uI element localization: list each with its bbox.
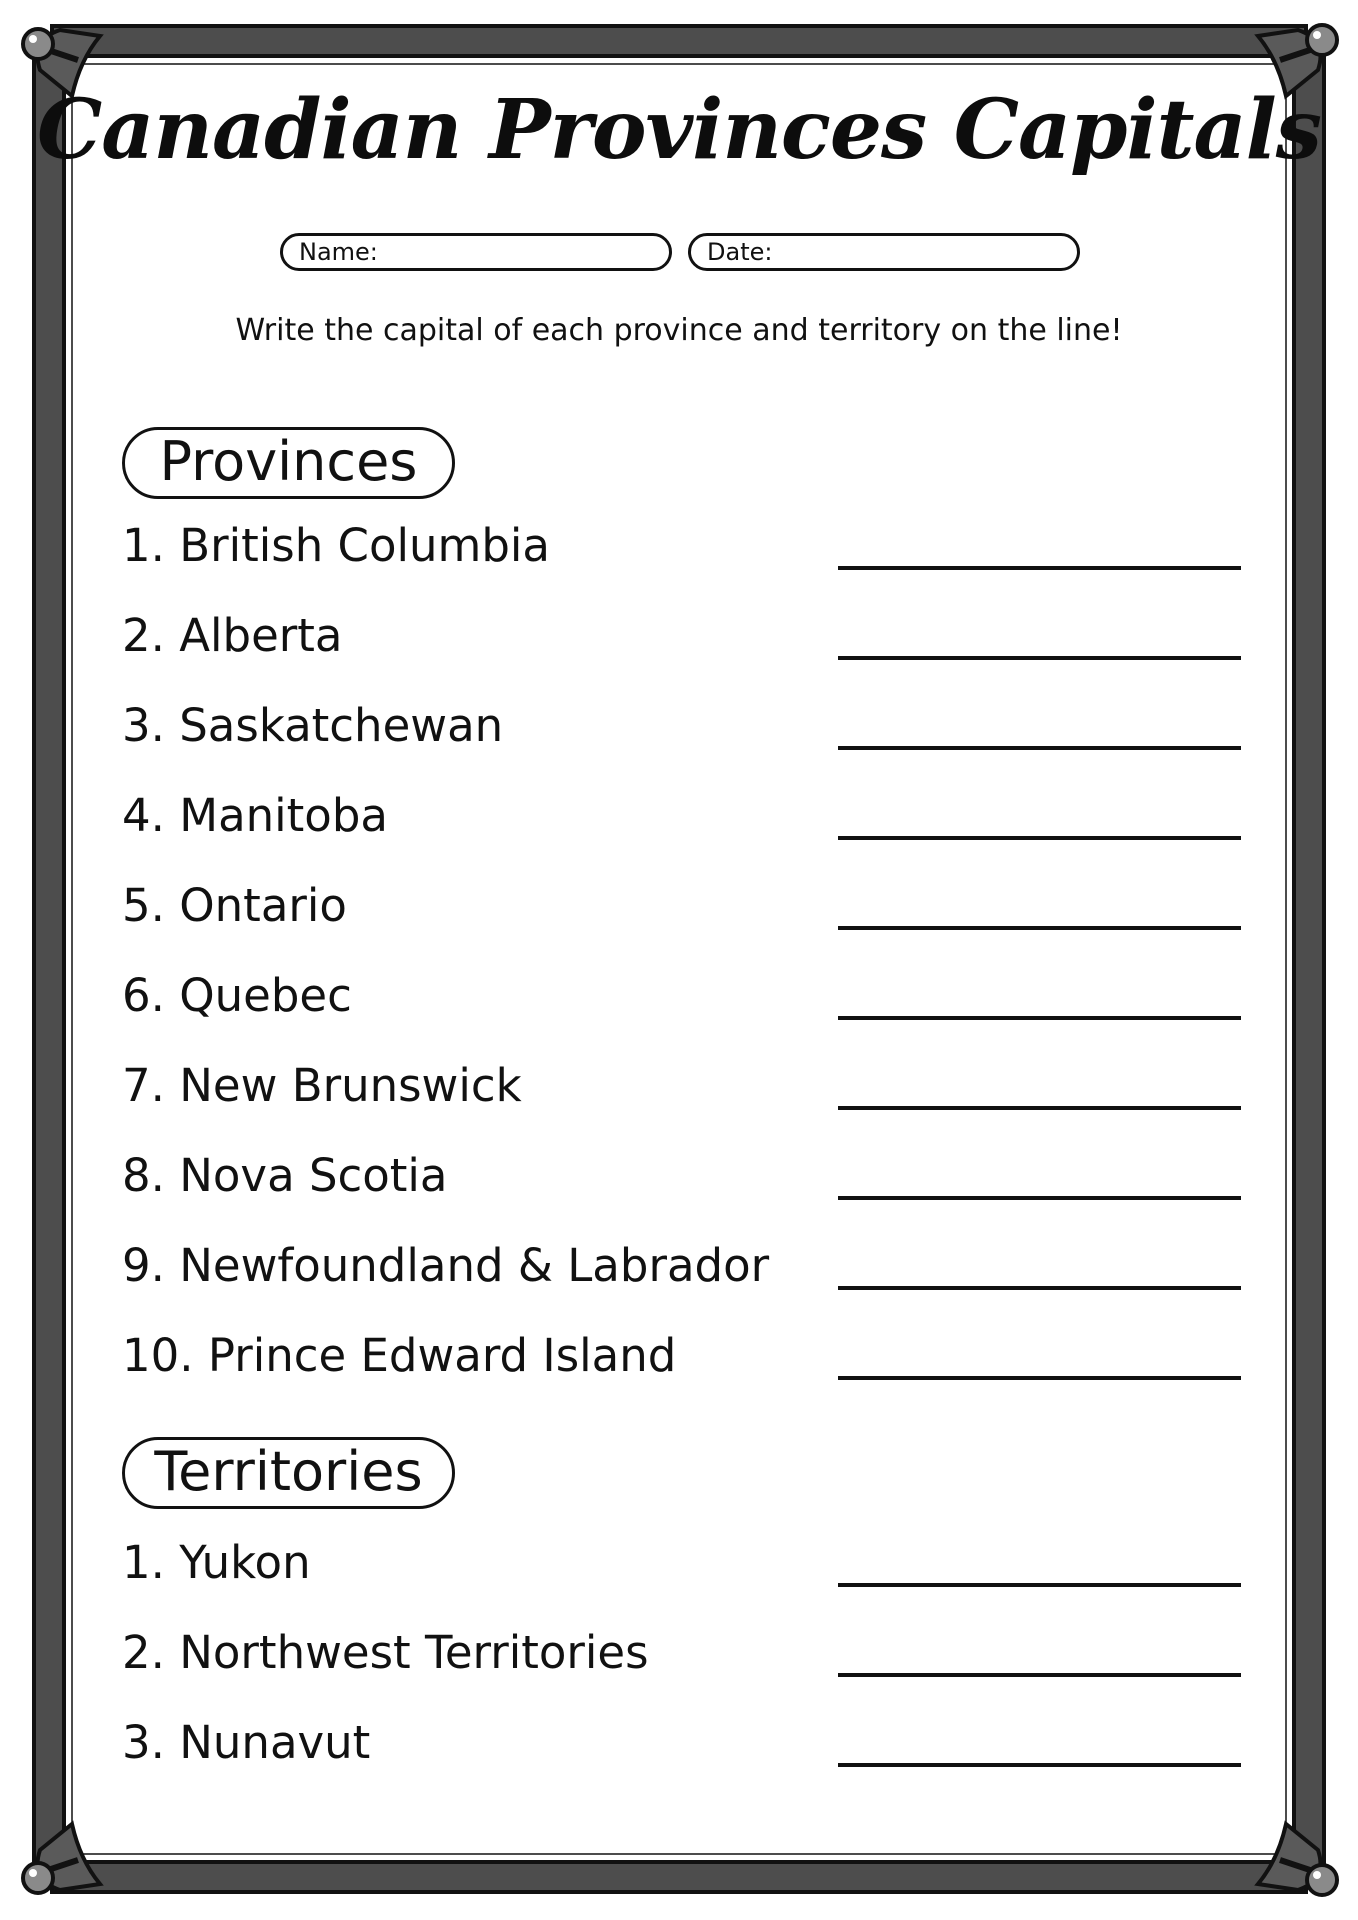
name-label: Name: <box>299 238 378 266</box>
territory-item: 3. Nunavut <box>122 1716 371 1769</box>
territory-item: 2. Northwest Territories <box>122 1626 649 1679</box>
instructions-text: Write the capital of each province and territory on the line! <box>235 313 1123 348</box>
answer-line[interactable] <box>838 1763 1241 1767</box>
date-label: Date: <box>707 238 773 266</box>
worksheet-title: Canadian Provinces Capitals <box>37 82 1321 178</box>
answer-line[interactable] <box>838 1286 1241 1290</box>
frame-top-bar <box>52 26 1306 56</box>
answer-line[interactable] <box>838 656 1241 660</box>
answer-line[interactable] <box>838 1016 1241 1020</box>
province-item: 8. Nova Scotia <box>122 1149 448 1202</box>
answer-line[interactable] <box>838 1673 1241 1677</box>
provinces-heading: Provinces <box>122 427 455 499</box>
territory-item: 1. Yukon <box>122 1536 311 1589</box>
province-item: 3. Saskatchewan <box>122 699 504 752</box>
province-item: 4. Manitoba <box>122 789 388 842</box>
name-field[interactable] <box>280 233 672 271</box>
province-item: 9. Newfoundland & Labrador <box>122 1239 770 1292</box>
province-item: 5. Ontario <box>122 879 347 932</box>
answer-line[interactable] <box>838 1106 1241 1110</box>
answer-line[interactable] <box>838 1376 1241 1380</box>
province-item: 7. New Brunswick <box>122 1059 522 1112</box>
territories-heading: Territories <box>122 1437 455 1509</box>
answer-line[interactable] <box>838 1583 1241 1587</box>
province-item: 2. Alberta <box>122 609 343 662</box>
province-item: 10. Prince Edward Island <box>122 1329 677 1382</box>
answer-line[interactable] <box>838 1196 1241 1200</box>
answer-line[interactable] <box>838 836 1241 840</box>
date-field[interactable] <box>688 233 1080 271</box>
frame-bottom-bar <box>52 1862 1306 1892</box>
province-item: 6. Quebec <box>122 969 352 1022</box>
answer-line[interactable] <box>838 926 1241 930</box>
answer-line[interactable] <box>838 566 1241 570</box>
province-item: 1. British Columbia <box>122 519 550 572</box>
answer-line[interactable] <box>838 746 1241 750</box>
